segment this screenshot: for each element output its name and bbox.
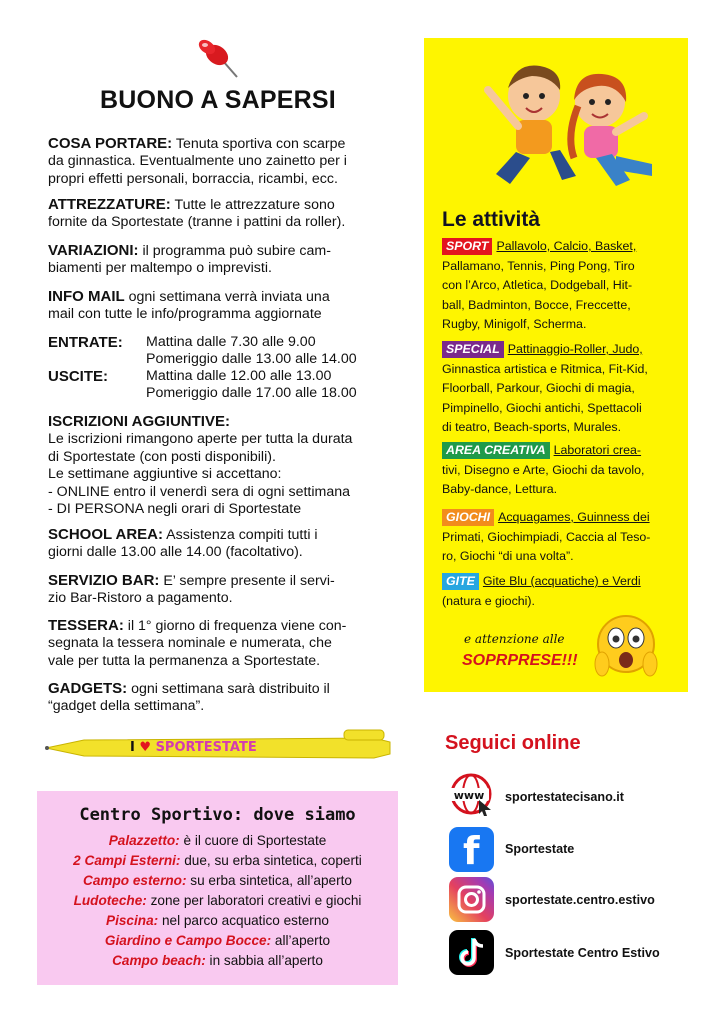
surprised-emoji-icon [594, 612, 658, 682]
section-variazioni [48, 242, 388, 278]
tag-area-creativa: AREA CREATIVA [442, 442, 550, 459]
section-label: VARIAZIONI: [48, 242, 139, 259]
tag-giochi: GIOCHI [442, 509, 494, 526]
social-web-label[interactable]: sportestatecisano.it [505, 790, 624, 804]
pushpin-icon [193, 37, 241, 81]
tag-sport: SPORT [442, 238, 492, 255]
section-label: TESSERA: [48, 617, 124, 634]
social-title: Seguici online [445, 732, 581, 754]
section-info-mail [48, 288, 388, 324]
section-label: SCHOOL AREA: [48, 526, 164, 543]
pen-heart-text: I [130, 740, 135, 755]
section-text: il programma può subire cam- biamenti per maltempo o imprevisti. [48, 243, 331, 277]
instagram-icon[interactable] [449, 877, 494, 922]
section-label: INFO MAIL [48, 288, 125, 305]
location-item: Piscina: nel parco acquatico esterno [106, 913, 329, 928]
activity-giochi: GIOCHI Acquagames, Guinness dei Primati, Giochimpiadi, Caccia al Teso- ro, Giochi “di una volta”. [442, 510, 651, 564]
section-label: SERVIZIO BAR: [48, 572, 160, 589]
uscite-pomeriggio: Pomeriggio dalle 17.00 alle 18.00 [146, 385, 357, 401]
section-iscrizioni: ISCRIZIONI AGGIUNTIVE: Le iscrizioni rimangono aperte per tutta la durata di Sportestate (con posti disponibili). Le settimane aggiuntive si accettano: - ONLINE entro il venerdì sera di ogni settimana - DI PERSONA negli orari di Sportestate [48, 413, 353, 518]
pen-gadget-image [44, 726, 396, 772]
entrate-label: ENTRATE: [48, 334, 123, 351]
social-instagram-label[interactable]: sportestate.centro.estivo [505, 893, 655, 907]
section-label: COSA PORTARE: [48, 135, 173, 152]
activities-title: Le attività [442, 208, 541, 231]
social-facebook-label[interactable]: Sportestate [505, 842, 575, 856]
heart-icon: ♥ [134, 740, 156, 755]
location-item: Campo beach: in sabbia all’aperto [112, 953, 323, 968]
activity-sport: SPORT Pallavolo, Calcio, Basket, Pallamano, Tennis, Ping Pong, Tiro con l’Arco, Atletica, Dodgeball, Hit- ball, Badminton, Bocce, Freccette, Rugby, Minigolf, Scherma. [442, 239, 637, 332]
pen-brand: SPORTESTATE [155, 740, 257, 755]
uscite-label: USCITE: [48, 368, 108, 385]
location-item: Palazzetto: è il cuore di Sportestate [108, 833, 327, 848]
location-item: Ludoteche: zone per laboratori creativi e giochi [73, 893, 362, 908]
www-globe-icon[interactable] [449, 772, 494, 817]
section-label: ISCRIZIONI AGGIUNTIVE: [48, 413, 230, 430]
section-text: ogni settimana verrà inviata una mail con tutte le info/programma aggiornate [48, 289, 330, 323]
svg-text:www: www [453, 789, 485, 802]
location-box [37, 791, 398, 985]
activity-gite: GITE Gite Blu (acquatiche) e Verdi (natura e giochi). [442, 574, 641, 608]
social-tiktok-label[interactable]: Sportestate Centro Estivo [505, 946, 660, 960]
section-label: ATTREZZATURE: [48, 196, 171, 213]
entrate-mattina: Mattina dalle 7.30 alle 9.00 [146, 334, 316, 350]
schedule [48, 334, 388, 404]
section-attrezzature: ATTREZZATURE: Tutte le attrezzature sono fornite da Sportestate (tranne i pattini da roller). [48, 196, 346, 231]
section-label: GADGETS: [48, 680, 128, 697]
section-tessera: TESSERA: il 1° giorno di frequenza viene con- segnata la tessera nominale e numerata, che vale per tutta la permanenza a Sportestate. [48, 617, 347, 669]
tag-special: SPECIAL [442, 341, 504, 358]
location-item: Campo esterno: su erba sintetica, all’aperto [83, 873, 352, 888]
location-item: Giardino e Campo Bocce: all’aperto [104, 933, 331, 948]
section-school-area: SCHOOL AREA: Assistenza compiti tutti i giorni dalle 13.00 alle 14.00 (facoltativo). [48, 526, 318, 561]
activity-special: SPECIAL Pattinaggio-Roller, Judo, Ginnastica artistica e Ritmica, Fit-Kid, Floorball, Parkour, Giochi di magia, Pimpinello, Giochi antichi, Spettacoli di teatro, Beach-sports, Murales. [442, 342, 648, 435]
location-item: 2 Campi Esterni: due, su erba sintetica, coperti [73, 853, 362, 868]
section-servizio-bar: SERVIZIO BAR: E’ sempre presente il servi- zio Bar-Ristoro a pagamento. [48, 572, 335, 607]
activity-area-creativa: AREA CREATIVA Laboratori crea- tivi, Disegno e Arte, Giochi da tavolo, Baby-dance, Lettura. [442, 443, 645, 497]
section-gadgets: GADGETS: ogni settimana sarà distribuito il “gadget della settimana”. [48, 680, 330, 715]
tiktok-icon[interactable] [449, 930, 494, 975]
entrate-pomeriggio: Pomeriggio dalle 13.00 alle 14.00 [146, 351, 357, 367]
section-cosa-portare: COSA PORTARE: Tenuta sportiva con scarpe da ginnastica. Eventualmente uno zainetto per i propri effetti personali, borraccia, ricambi, ecc. [48, 135, 347, 187]
facebook-icon[interactable]: f [449, 827, 494, 872]
kids-illustration [466, 46, 666, 206]
uscite-mattina: Mattina dalle 12.00 alle 13.00 [146, 368, 332, 384]
surprise-headline: SOPRPRESE!!! [462, 652, 578, 669]
surprise-caption: e attenzione alle [464, 632, 565, 646]
page-title: BUONO A SAPERSI [100, 86, 336, 114]
tag-gite: GITE [442, 573, 479, 590]
location-title: Centro Sportivo: dove siamo [79, 805, 356, 825]
activities-panel [424, 38, 688, 692]
